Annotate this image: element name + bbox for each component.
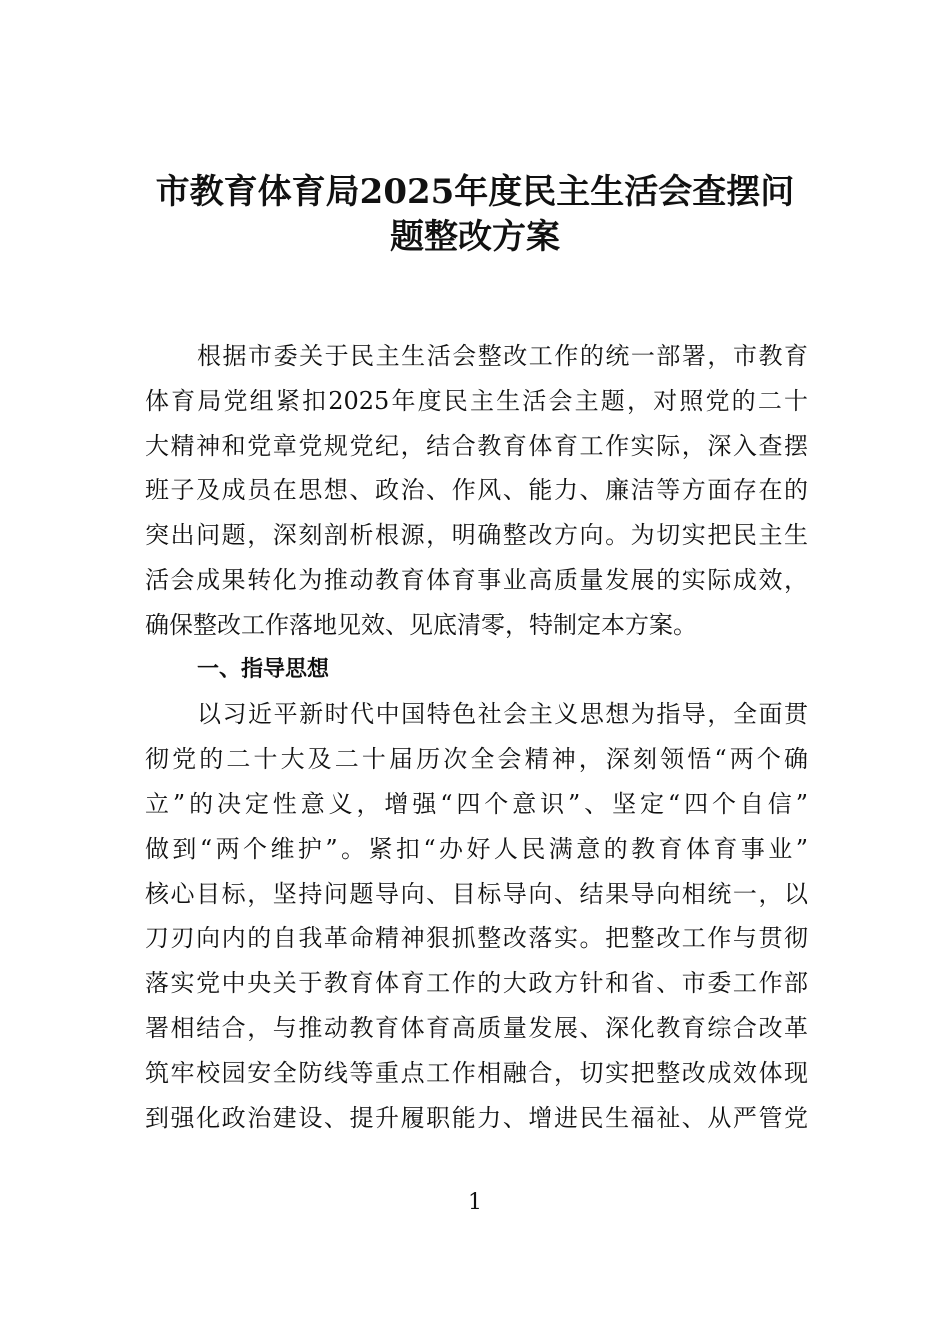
intro-line: 突出问题，深刻剖析根源，明确整改方向。为切实把民主生 [145, 521, 808, 550]
section-line: 以习近平新时代中国特色社会主义思想为指导，全面贯 [197, 700, 808, 729]
intro-line: 班子及成员在思想、政治、作风、能力、廉洁等方面存在的 [145, 476, 808, 505]
intro-line: 确保整改工作落地见效、见底清零，特制定本方案。 [145, 610, 697, 639]
section-line: 立”的决定性意义，增强“四个意识”、坚定“四个自信” [145, 789, 808, 818]
section-line: 署相结合，与推动教育体育高质量发展、深化教育综合改革 [145, 1013, 808, 1042]
intro-line: 体育局党组紧扣2025年度民主生活会主题，对照党的二十 [145, 386, 808, 415]
section-line: 刀刃向内的自我革命精神狠抓整改落实。把整改工作与贯彻 [145, 924, 808, 953]
section-line: 筑牢校园安全防线等重点工作相融合，切实把整改成效体现 [145, 1058, 808, 1087]
section-line: 彻党的二十大及二十届历次全会精神，深刻领悟“两个确 [145, 745, 808, 774]
section-line: 落实党中央关于教育体育工作的大政方针和省、市委工作部 [145, 969, 808, 998]
document-body [145, 334, 808, 1140]
section-heading: 一、指导思想 [197, 656, 330, 682]
document-title-line-1: 市教育体育局2025年度民主生活会查摆问 [155, 172, 795, 212]
page-number: 1 [468, 1190, 482, 1215]
intro-line: 根据市委关于民主生活会整改工作的统一部署，市教育 [197, 342, 808, 370]
section-line: 核心目标，坚持问题导向、目标导向、结果导向相统一，以 [145, 879, 808, 908]
section-line: 做到“两个维护”。紧扣“办好人民满意的教育体育事业” [145, 834, 808, 863]
section-line: 到强化政治建设、提升履职能力、增进民生福祉、从严管党 [145, 1103, 808, 1132]
document-title-line-2: 题整改方案 [390, 217, 560, 257]
intro-line: 大精神和党章党规党纪，结合教育体育工作实际，深入查摆 [145, 431, 808, 460]
intro-line: 活会成果转化为推动教育体育事业高质量发展的实际成效， [145, 565, 808, 594]
